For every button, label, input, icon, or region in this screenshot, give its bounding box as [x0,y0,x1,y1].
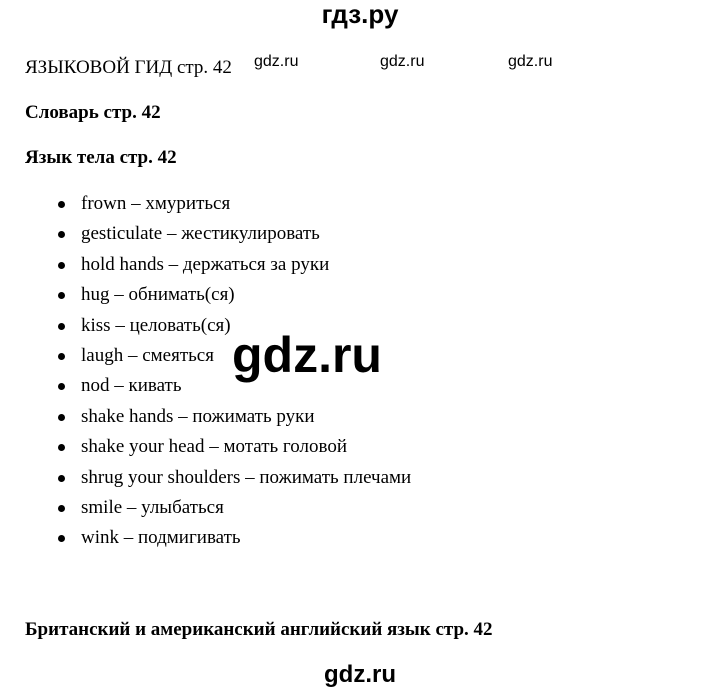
list-item-text: kiss – целовать(ся) [81,314,231,336]
list-item-text: shake your head – мотать головой [81,436,347,458]
watermark-small-2: gdz.ru [380,53,425,70]
bullet-icon [58,353,65,360]
list-item-text: wink – подмигивать [81,527,241,549]
list-item [0,524,411,554]
list-item-text: shake hands – пожимать руки [81,405,315,427]
watermark-small-3: gdz.ru [508,53,553,70]
bullet-icon [58,414,65,421]
list-item [0,433,411,463]
heading-british-american: Британский и американский английский язык стр. 42 [25,619,493,640]
list-item-text: nod – кивать [81,375,182,397]
list-item-text: hold hands – держаться за руки [81,253,330,275]
bullet-icon [58,201,65,208]
section-title: ЯЗЫКОВОЙ ГИД стр. 42 [25,57,232,78]
list-item [0,251,411,281]
watermark-small-1: gdz.ru [254,53,299,70]
list-item [0,403,411,433]
list-item-text: laugh – смеяться [81,344,214,366]
list-item-text: shrug your shoulders – пожимать плечами [81,466,412,488]
list-item [0,494,411,524]
bullet-icon [58,505,65,512]
bullet-icon [58,292,65,299]
bullet-icon [58,383,65,390]
list-item [0,190,411,220]
bullet-icon [58,262,65,269]
bullet-icon [58,475,65,482]
list-item-text: gesticulate – жестикулировать [81,223,320,245]
list-item-text: smile – улыбаться [81,496,224,518]
list-item-text: frown – хмуриться [81,193,231,214]
bullet-icon [58,444,65,451]
list-item-text: hug – обнимать(ся) [81,284,235,306]
list-item [0,281,411,311]
bullet-icon [58,231,65,238]
watermark-large: gdz.ru [232,327,382,383]
site-footer-label: gdz.ru [324,661,396,688]
bullet-icon [58,323,65,330]
site-header-label: гдз.ру [321,0,399,29]
heading-vocabulary: Словарь стр. 42 [25,102,161,123]
bullet-icon [58,535,65,542]
list-item [0,464,411,494]
list-item [0,220,411,250]
heading-body-language: Язык тела стр. 42 [25,147,177,168]
